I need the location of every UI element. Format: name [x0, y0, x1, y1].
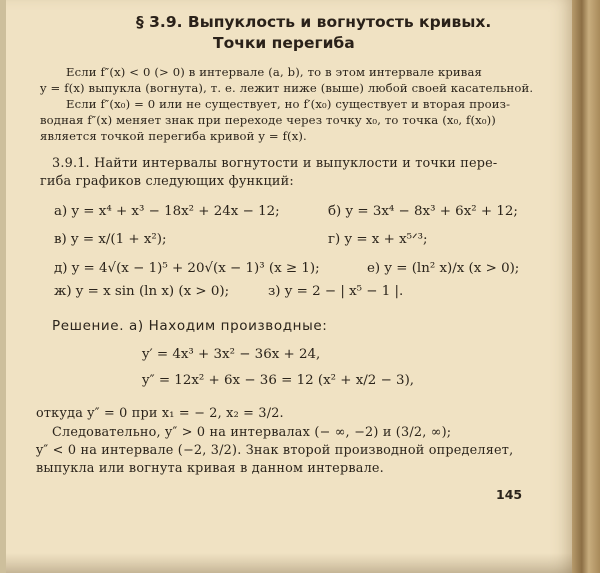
problem-statement: 3.9.1. Найти интервалы вогнутости и выпуклости и точки пере-: [52, 156, 498, 171]
theory-line: является точкой перегиба кривой y = f(x).: [40, 129, 307, 143]
solution-text: выпукла или вогнута кривая в данном интервале.: [36, 461, 384, 476]
exercise-item: а) y = x⁴ + x³ − 18x² + 24x − 12;: [54, 204, 280, 219]
exercise-item: ж) y = x sin (ln x) (x > 0);: [54, 284, 230, 299]
theory-line: Если f″(x) < 0 (> 0) в интервале (a, b), то в этом интервале кривая: [66, 65, 483, 79]
solution-text: y″ < 0 на интервале (−2, 3/2). Знак второй производной определяет,: [36, 443, 514, 458]
book-page: [6, 0, 572, 573]
section-subtitle: Точки перегиба: [213, 34, 355, 52]
exercise-item: д) y = 4√(x − 1)⁵ + 20√(x − 1)³ (x ≥ 1);: [54, 261, 320, 276]
exercise-item: е) y = (ln² x)/x (x > 0);: [367, 261, 520, 276]
page-shadow: [6, 553, 572, 573]
solution-text: откуда y″ = 0 при x₁ = − 2, x₂ = 3/2.: [36, 406, 284, 421]
theory-line: y = f(x) выпукла (вогнута), т. е. лежит ниже (выше) любой своей касательной.: [40, 81, 534, 95]
section-title: § 3.9. Выпуклость и вогнутость кривых.: [136, 13, 492, 31]
exercise-item: в) y = x/(1 + x²);: [54, 232, 167, 247]
solution-equation: y′ = 4x³ + 3x² − 36x + 24,: [142, 347, 321, 362]
exercise-item: з) y = 2 − | x⁵ − 1 |.: [268, 284, 404, 299]
exercise-item: г) y = x + x⁵ᐟ³;: [328, 232, 428, 247]
page-number: 145: [496, 487, 523, 502]
solution-equation: y″ = 12x² + 6x − 36 = 12 (x² + x/2 − 3),: [142, 373, 415, 388]
theory-line: Если f″(x₀) = 0 или не существует, но f′(x₀) существует и вторая произ-: [66, 97, 511, 111]
solution-intro: Решение. а) Находим производные:: [52, 318, 328, 334]
problem-statement: гиба графиков следующих функций:: [40, 174, 294, 189]
solution-text: Следовательно, y″ > 0 на интервалах (− ∞, −2) и (3/2, ∞);: [52, 425, 452, 440]
exercise-item: б) y = 3x⁴ − 8x³ + 6x² + 12;: [328, 204, 518, 219]
theory-line: водная f″(x) меняет знак при переходе через точку x₀, то точка (x₀, f(x₀)): [40, 113, 496, 127]
book-spine: [572, 0, 600, 573]
